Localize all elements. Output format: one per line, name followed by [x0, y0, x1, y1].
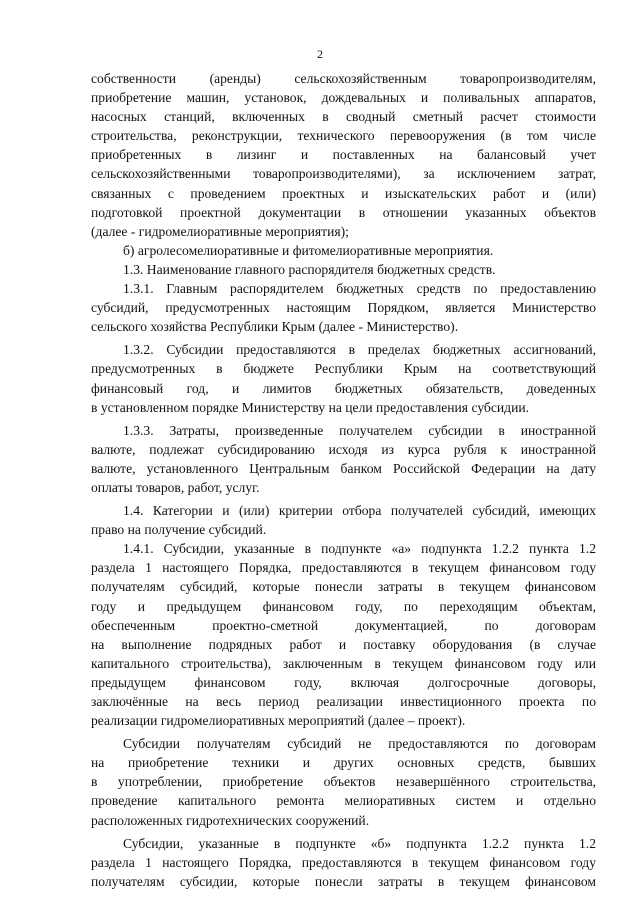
text-line: 1.3.2. Субсидии предоставляются в пределах бюджетных ассигнований, — [123, 342, 596, 358]
text-line: на приобретение техники и других основных средств, бывших — [91, 755, 596, 771]
text-line: собственности (аренды) сельскохозяйственным товаропроизводителям, — [91, 71, 596, 86]
paragraph — [91, 340, 596, 416]
text-line: году и предыдущем финансовом году, по переходящим объектам, — [91, 598, 596, 614]
text-line: получателям субсидий, которые понесли затраты в текущем финансовом — [91, 579, 596, 595]
text-line: подготовкой проектной документации в отношении указанных объектов — [91, 204, 596, 220]
text-line: оплаты товаров, работ, услуг. — [91, 479, 260, 495]
text-line: заключённые на весь период реализации инвестиционного проекта по — [91, 694, 596, 709]
text-line: расположенных гидротехнических сооружений. — [91, 812, 370, 828]
text-line: 1.3.1. Главным распорядителем бюджетных средств по предоставлению — [123, 281, 596, 297]
paragraph — [91, 279, 596, 336]
text-line: в установленном порядке Министерству на цели предоставления субсидии. — [91, 399, 530, 415]
paragraph — [91, 69, 596, 241]
text-line: реализации гидромелиоративных мероприятий (далее – проект). — [91, 713, 466, 729]
text-line: Субсидии, указанные в подпункте «б» подпункта 1.2.2 пункта 1.2 — [123, 835, 596, 851]
text-line: финансовый год, и лимитов бюджетных обязательств, доведенных — [91, 380, 596, 396]
paragraph — [91, 734, 596, 829]
paragraph — [91, 241, 596, 260]
text-line: на выполнение подрядных работ и поставку оборудования (в случае — [91, 636, 596, 652]
text-line: Субсидии получателям субсидий не предоставляются по договорам — [123, 736, 596, 752]
text-line: б) агролесомелиоративные и фитомелиоративные мероприятия. — [123, 242, 494, 258]
text-line: проведение капитального ремонта мелиоративных систем и отдельно — [91, 793, 596, 809]
text-line: сельского хозяйства Республики Крым (далее - Министерство). — [91, 319, 459, 335]
paragraph — [91, 501, 596, 539]
paragraph — [91, 539, 596, 730]
text-line: приобретенных в лизинг и поставленных на балансовый учет — [91, 147, 596, 163]
page-number: 2 — [317, 47, 323, 61]
text-line: 1.4.1. Субсидии, указанные в подпункте «а» подпункта 1.2.2 пункта 1.2 — [123, 541, 596, 557]
text-line: приобретение машин, установок, дождевальных и поливальных аппаратов, — [91, 90, 596, 106]
text-line: обеспеченным проектно-сметной документацией, по договорам — [91, 617, 596, 633]
text-line: предусмотренных в бюджете Республики Крым на соответствующий — [91, 361, 596, 377]
text-line: раздела 1 настоящего Порядка, предоставляются в текущем финансовом году — [91, 560, 596, 576]
text-line: (далее - гидромелиоративные мероприятия); — [91, 223, 349, 239]
text-line: 1.4. Категории и (или) критерии отбора получателей субсидий, имеющих — [123, 503, 596, 519]
text-line: 1.3.3. Затраты, произведенные получателем субсидии в иностранной — [123, 422, 596, 438]
text-line: предыдущем финансовом году, включая долгосрочные договоры, — [91, 674, 596, 690]
text-line: валюте, подлежат субсидированию исходя из курса рубля к иностранной — [91, 441, 596, 457]
text-line: право на получение субсидий. — [91, 522, 267, 538]
text-line: строительства, реконструкции, технического перевооружения (в том числе — [91, 128, 596, 144]
text-line: сельскохозяйственными товаропроизводителями), за исключением затрат, — [91, 166, 596, 182]
text-line: раздела 1 настоящего Порядка, предоставляются в текущем финансовом году — [91, 854, 596, 870]
paragraph — [91, 421, 596, 497]
text-line: капитального строительства), заключенным в текущем финансовом году или — [91, 655, 596, 671]
text-line: 1.3. Наименование главного распорядителя бюджетных средств. — [123, 261, 496, 277]
paragraph — [91, 260, 596, 279]
paragraph — [91, 834, 596, 891]
text-line: субсидий, предусмотренных настоящим Порядком, является Министерство — [91, 300, 596, 316]
text-line: в употреблении, приобретение объектов незавершённого строительства, — [91, 774, 596, 790]
text-line: насосных станций, включенных в сводный сметный расчет стоимости — [91, 109, 596, 125]
text-line: связанных с проведением проектных и изыскательских работ и (или) — [91, 185, 596, 201]
text-line: валюте, установленного Центральным банком Российской Федерации на дату — [91, 460, 596, 476]
text-line: получателям субсидии, которые понесли затраты в текущем финансовом — [91, 873, 596, 889]
document-body — [91, 69, 596, 891]
